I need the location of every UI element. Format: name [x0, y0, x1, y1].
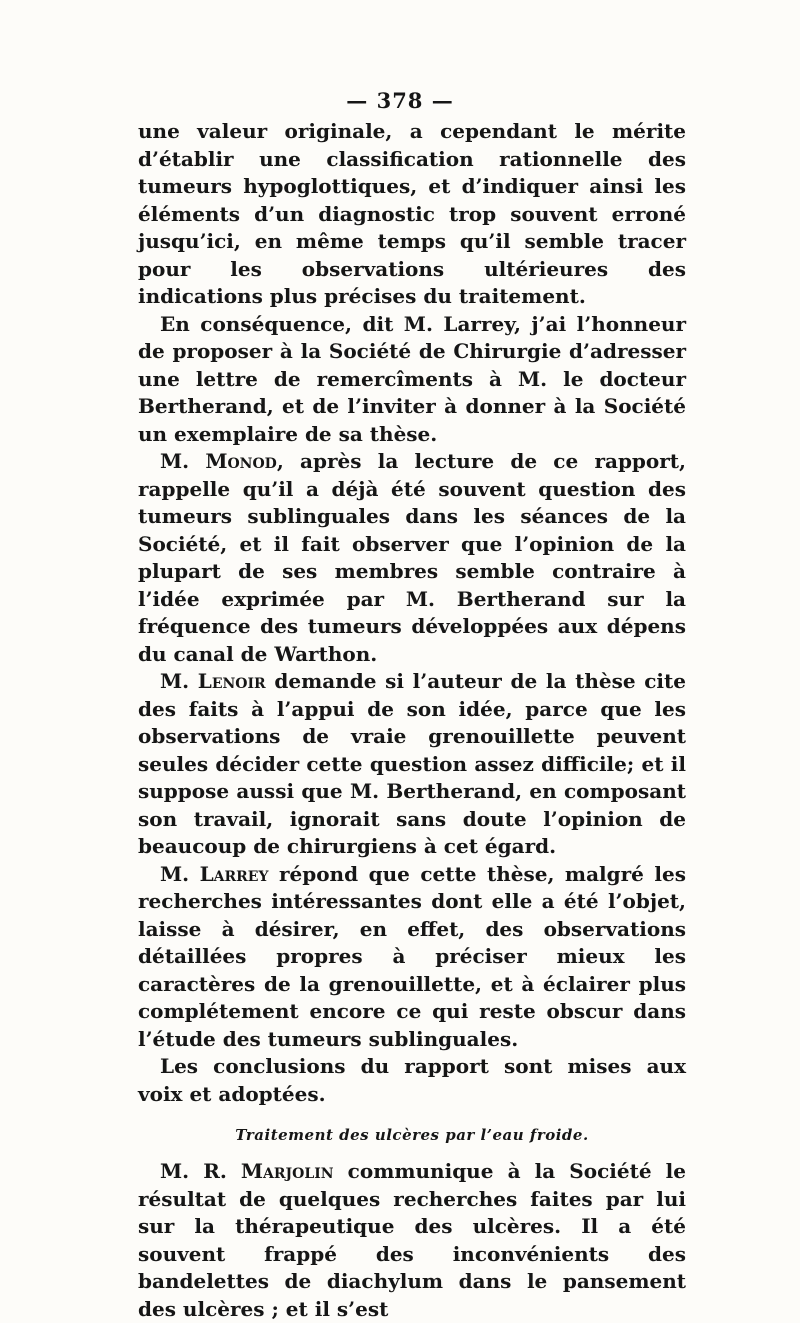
speaker-name: M. R. Marjolin	[160, 1159, 334, 1183]
paragraph-marjolin	[138, 1158, 686, 1323]
body-text	[138, 118, 686, 1323]
paragraph-conclusions: Les conclusions du rapport sont mises aux voix et adoptées.	[138, 1054, 686, 1106]
paragraph-text: communique à la Société le résultat de quelques recherches faites par lui sur la thérapeutique des ulcères. Il a été souvent frappé des inconvénients des bandelettes de diachylum dans le pansement des ulcères ; et il s’est	[138, 1159, 686, 1321]
page-number: — 378 —	[346, 88, 454, 113]
paragraph-continuation: une valeur originale, a cependant le mérite d’établir une classification rationnelle des tumeurs hypoglottiques, et d’indiquer ainsi les éléments d’un diagnostic trop souvent erroné jusqu’ici, en même temps qu’il semble tracer pour les observations ultérieures des indications plus précises du traitement.	[138, 119, 686, 308]
paragraph-monod	[138, 448, 686, 668]
speaker-name: M. Monod	[160, 449, 277, 473]
paragraph-text: , après la lecture de ce rapport, rappelle qu’il a déjà été souvent question des tumeurs sublinguales dans les séances de la Société, et il fait observer que l’opinion de la plupart de ses membres semble contraire à l’idée exprimée par M. Bertherand sur la fréquence des tumeurs développées aux dépens du canal de Warthon.	[138, 449, 686, 666]
section-heading: Traitement des ulcères par l’eau froide.	[235, 1126, 589, 1144]
paragraph-text: répond que cette thèse, malgré les recherches intéressantes dont elle a été l’objet, laisse à désirer, en effet, des observations détaillées propres à préciser mieux les caractères de la grenouillette, et à éclairer plus complétement encore ce qui reste obscur dans l’étude des tumeurs sublinguales.	[138, 861, 686, 1051]
speaker-name: M. Larrey	[160, 861, 269, 886]
paragraph-larrey-reply	[138, 861, 686, 1054]
paragraph-text: demande si l’auteur de la thèse cite des faits à l’appui de son idée, parce que les observations de vraie grenouillette peuvent seules décider cette question assez difficile; et il suppose aussi que M. Bertherand, en composant son travail, ignorait sans doute l’opinion de beaucoup de chirurgiens à cet égard.	[138, 669, 686, 858]
paragraph-larrey-proposal: En conséquence, dit M. Larrey, j’ai l’honneur de proposer à la Société de Chirurgie d’adresser une lettre de remercîments à M. le docteur Bertherand, et de l’inviter à donner à la Société un exemplaire de sa thèse.	[138, 311, 686, 446]
paragraph-lenoir	[138, 668, 686, 861]
speaker-name: M. Lenoir	[160, 669, 266, 693]
